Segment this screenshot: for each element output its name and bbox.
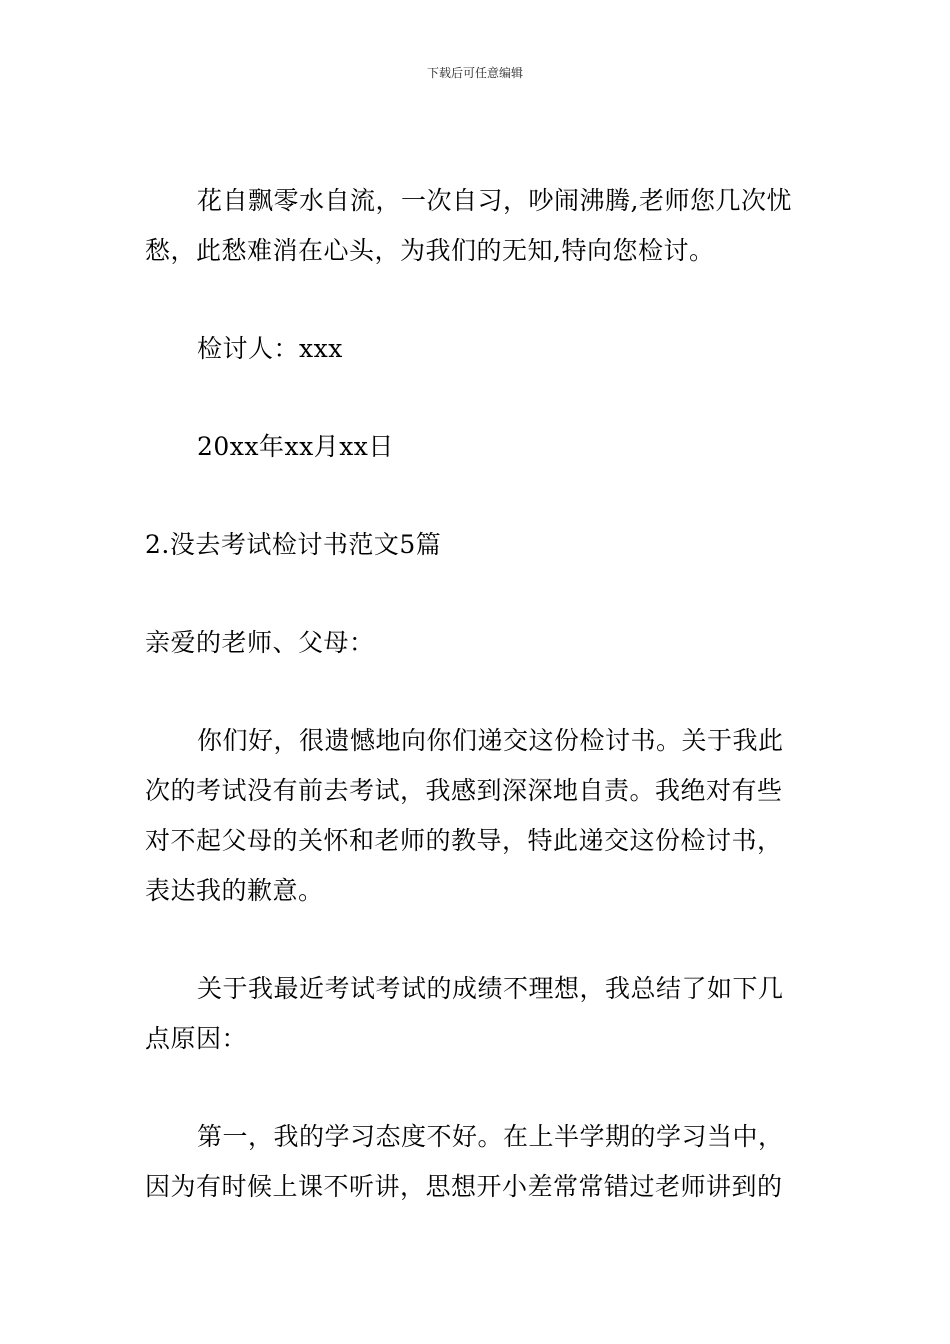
- text-line: 你们好，很遗憾地向你们递交这份检讨书。关于我此: [197, 726, 784, 755]
- text-line: 点原因：: [145, 1024, 248, 1053]
- text-line: 第一，我的学习态度不好。在上半学期的学习当中，: [197, 1122, 784, 1151]
- salutation: 亲爱的老师、父母：: [145, 628, 375, 657]
- text-line: 愁，此愁难消在心头，为我们的无知,特向您检讨。: [145, 236, 715, 265]
- paragraph-poem: [145, 176, 807, 276]
- text-line: 次的考试没有前去考试，我感到深深地自责。我绝对有些: [145, 776, 783, 805]
- signer-line: 检讨人：xxx: [197, 334, 343, 363]
- paragraph-reason-one: [145, 1112, 807, 1212]
- paragraph-reasons-intro: [145, 964, 807, 1064]
- text-line: 花自飘零水自流，一次自习，吵闹沸腾,老师您几次忧: [197, 186, 792, 215]
- page-header: 下载后可任意编辑: [426, 66, 523, 80]
- section-title: 2.没去考试检讨书范文5篇: [145, 530, 442, 559]
- document-body: [145, 176, 807, 1212]
- date-line: 20xx年xx月xx日: [197, 432, 394, 461]
- text-line: 因为有时候上课不听讲，思想开小差常常错过老师讲到的: [145, 1172, 783, 1201]
- text-line: 表达我的歉意。: [145, 876, 324, 905]
- text-line: 对不起父母的关怀和老师的教导，特此递交这份检讨书，: [145, 826, 783, 855]
- paragraph-apology: [145, 716, 807, 916]
- text-line: 关于我最近考试考试的成绩不理想，我总结了如下几: [197, 974, 784, 1003]
